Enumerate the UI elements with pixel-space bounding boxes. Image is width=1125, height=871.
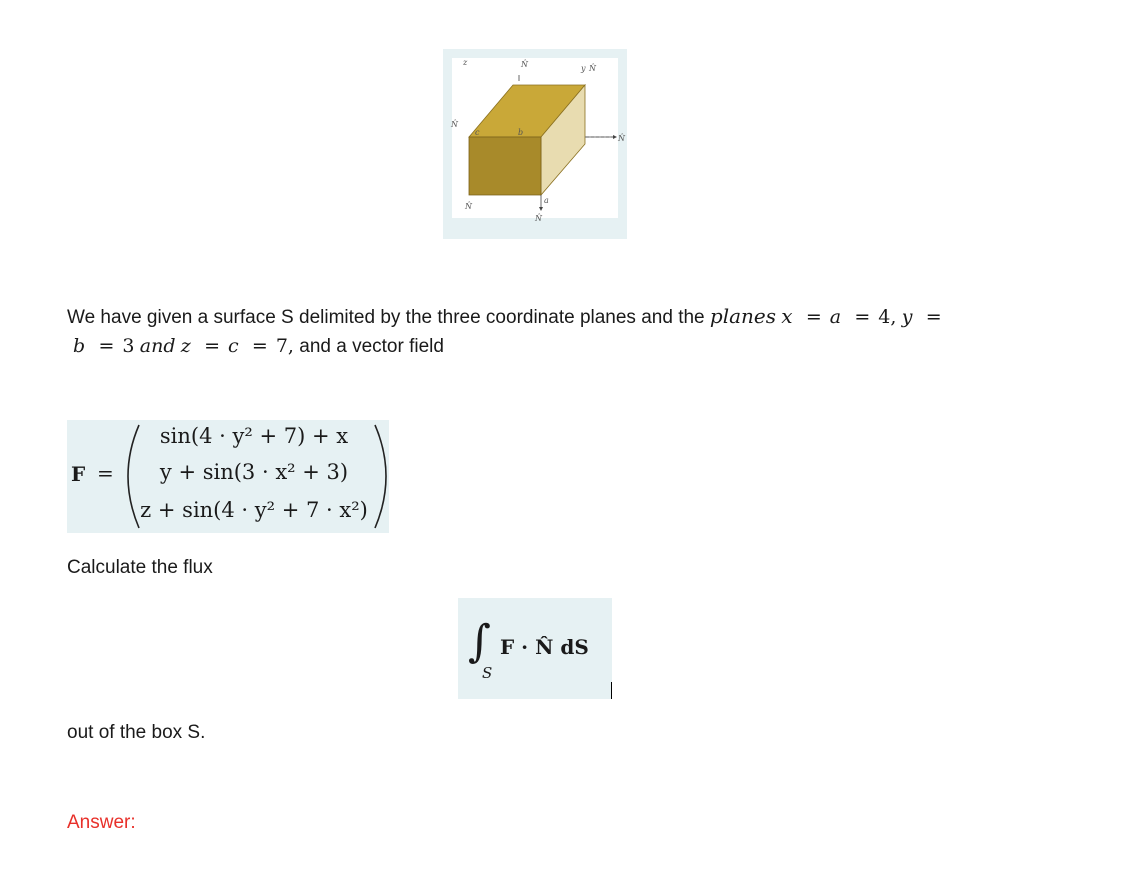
- integral-body: F · N̂ dS: [500, 635, 589, 659]
- corner-label-a: a: [544, 196, 549, 205]
- eq-sign-1: =: [805, 306, 822, 328]
- normal-label-front: N̂: [465, 202, 472, 211]
- calc-text: Calculate the flux: [67, 557, 213, 578]
- val-3: 3: [122, 335, 135, 357]
- axis-label-y: y: [581, 64, 586, 73]
- flux-integral-box: [458, 598, 612, 699]
- text-cursor: [611, 682, 612, 699]
- val-4: 4,: [878, 306, 897, 328]
- box-figure: [443, 49, 627, 239]
- vector-row-2: y + sin(3 · x² + 3): [159, 460, 349, 484]
- integral-subscript: S: [482, 664, 493, 682]
- normal-label-y: N̂: [589, 64, 596, 73]
- var-z: z: [180, 335, 191, 357]
- normal-label-top: N̂: [521, 60, 528, 69]
- eq-sign-5: =: [204, 335, 220, 357]
- var-c: c: [227, 335, 239, 357]
- normal-label-bottom: N̂: [535, 214, 542, 223]
- var-x: x: [781, 304, 793, 328]
- eq-sign-6: =: [251, 335, 268, 357]
- normal-label-right: N̂: [618, 134, 625, 143]
- eq-sign-4: =: [98, 335, 115, 357]
- intro-text-2: and a vector field: [293, 336, 444, 357]
- box-diagram: [443, 49, 627, 239]
- integral-sign: ∫: [468, 616, 491, 667]
- vector-row-3: z + sin(4 · y² + 7 · x²): [140, 498, 368, 522]
- eq-sign-2: =: [854, 306, 871, 328]
- var-y: y: [901, 306, 913, 328]
- val-7: 7,: [275, 335, 294, 357]
- and-word: and: [139, 335, 176, 357]
- planes-word: planes: [709, 304, 776, 328]
- corner-label-b: b: [518, 128, 524, 137]
- var-a: a: [829, 306, 842, 328]
- out-text: out of the box S.: [67, 722, 206, 743]
- answer-label: Answer:: [67, 812, 136, 833]
- problem-intro: [67, 302, 1027, 361]
- vector-label: F: [71, 462, 86, 486]
- vector-row-1: sin(4 · y² + 7) + x: [159, 424, 349, 448]
- box-front-face: [469, 137, 541, 195]
- corner-label-c: c: [475, 128, 480, 137]
- axis-label-z: z: [463, 58, 468, 67]
- vector-equals: =: [97, 461, 114, 485]
- vector-field-box: [67, 420, 389, 533]
- eq-sign-3: =: [925, 306, 942, 328]
- normal-label-left: N̂: [451, 120, 458, 129]
- var-b: b: [73, 335, 86, 357]
- intro-text-1: We have given a surface S delimited by the three coordinate planes and the: [67, 307, 710, 328]
